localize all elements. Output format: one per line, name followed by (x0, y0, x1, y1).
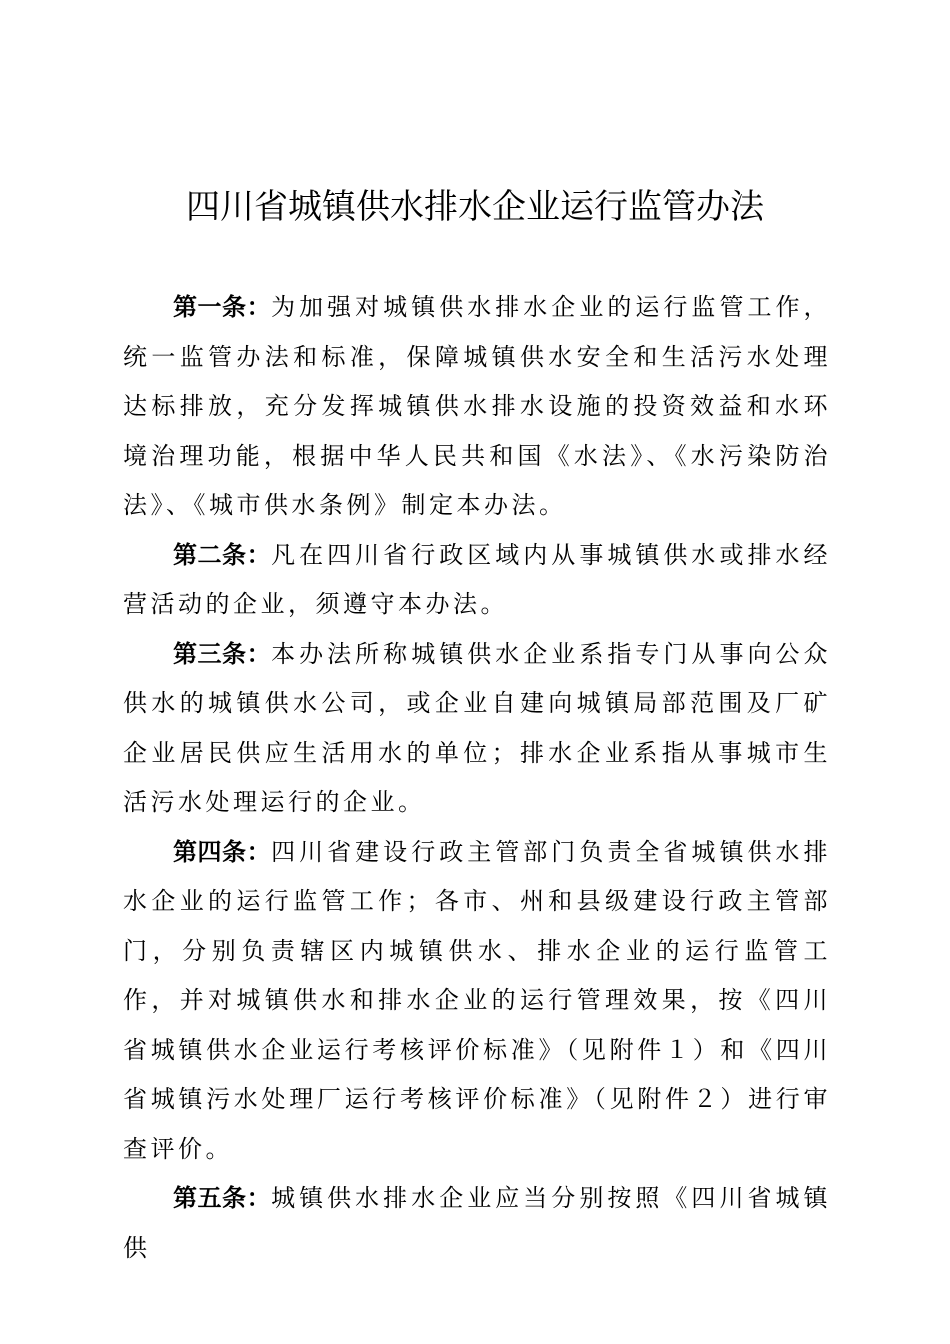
article-2 (123, 531, 831, 630)
article-text: 城镇供水排水企业应当分别按照《四川省城镇供 (123, 1184, 832, 1262)
article-label: 第五条： (173, 1184, 272, 1212)
article-text: 四川省建设行政主管部门负责全省城镇供水排水企业的运行监管工作；各市、州和县级建设行政主管部门，分别负责辖区内城镇供水、排水企业的运行监管工作，并对城镇供水和排水企业的运行管理效果，按《四川省城镇供水企业运行考核评价标准》（见附件１）和《四川省城镇污水处理厂运行考核评价标准》（见附件２）进行审查评价。 (123, 837, 832, 1163)
document-body (123, 283, 831, 1273)
article-label: 第二条： (173, 540, 272, 569)
article-3 (123, 630, 831, 828)
article-text: 本办法所称城镇供水企业系指专门从事向公众供水的城镇供水公司，或企业自建向城镇局部范围及厂矿企业居民供应生活用水的单位；排水企业系指从事城市生活污水处理运行的企业。 (123, 639, 832, 816)
article-4 (123, 828, 831, 1175)
article-label: 第三条： (173, 639, 272, 668)
article-1 (123, 283, 831, 531)
document-title: 四川省城镇供水排水企业运行监管办法 (186, 187, 764, 227)
article-text: 凡在四川省行政区域内从事城镇供水或排水经营活动的企业，须遵守本办法。 (123, 540, 832, 618)
article-text: 为加强对城镇供水排水企业的运行监管工作，统一监管办法和标准，保障城镇供水安全和生活污水处理达标排放，充分发挥城镇供水排水设施的投资效益和水环境治理功能，根据中华人民共和国《水法》、《水污染防治法》、《城市供水条例》制定本办法。 (123, 293, 832, 519)
article-label: 第四条： (173, 837, 272, 866)
article-label: 第一条： (173, 293, 272, 321)
article-5 (123, 1174, 831, 1273)
